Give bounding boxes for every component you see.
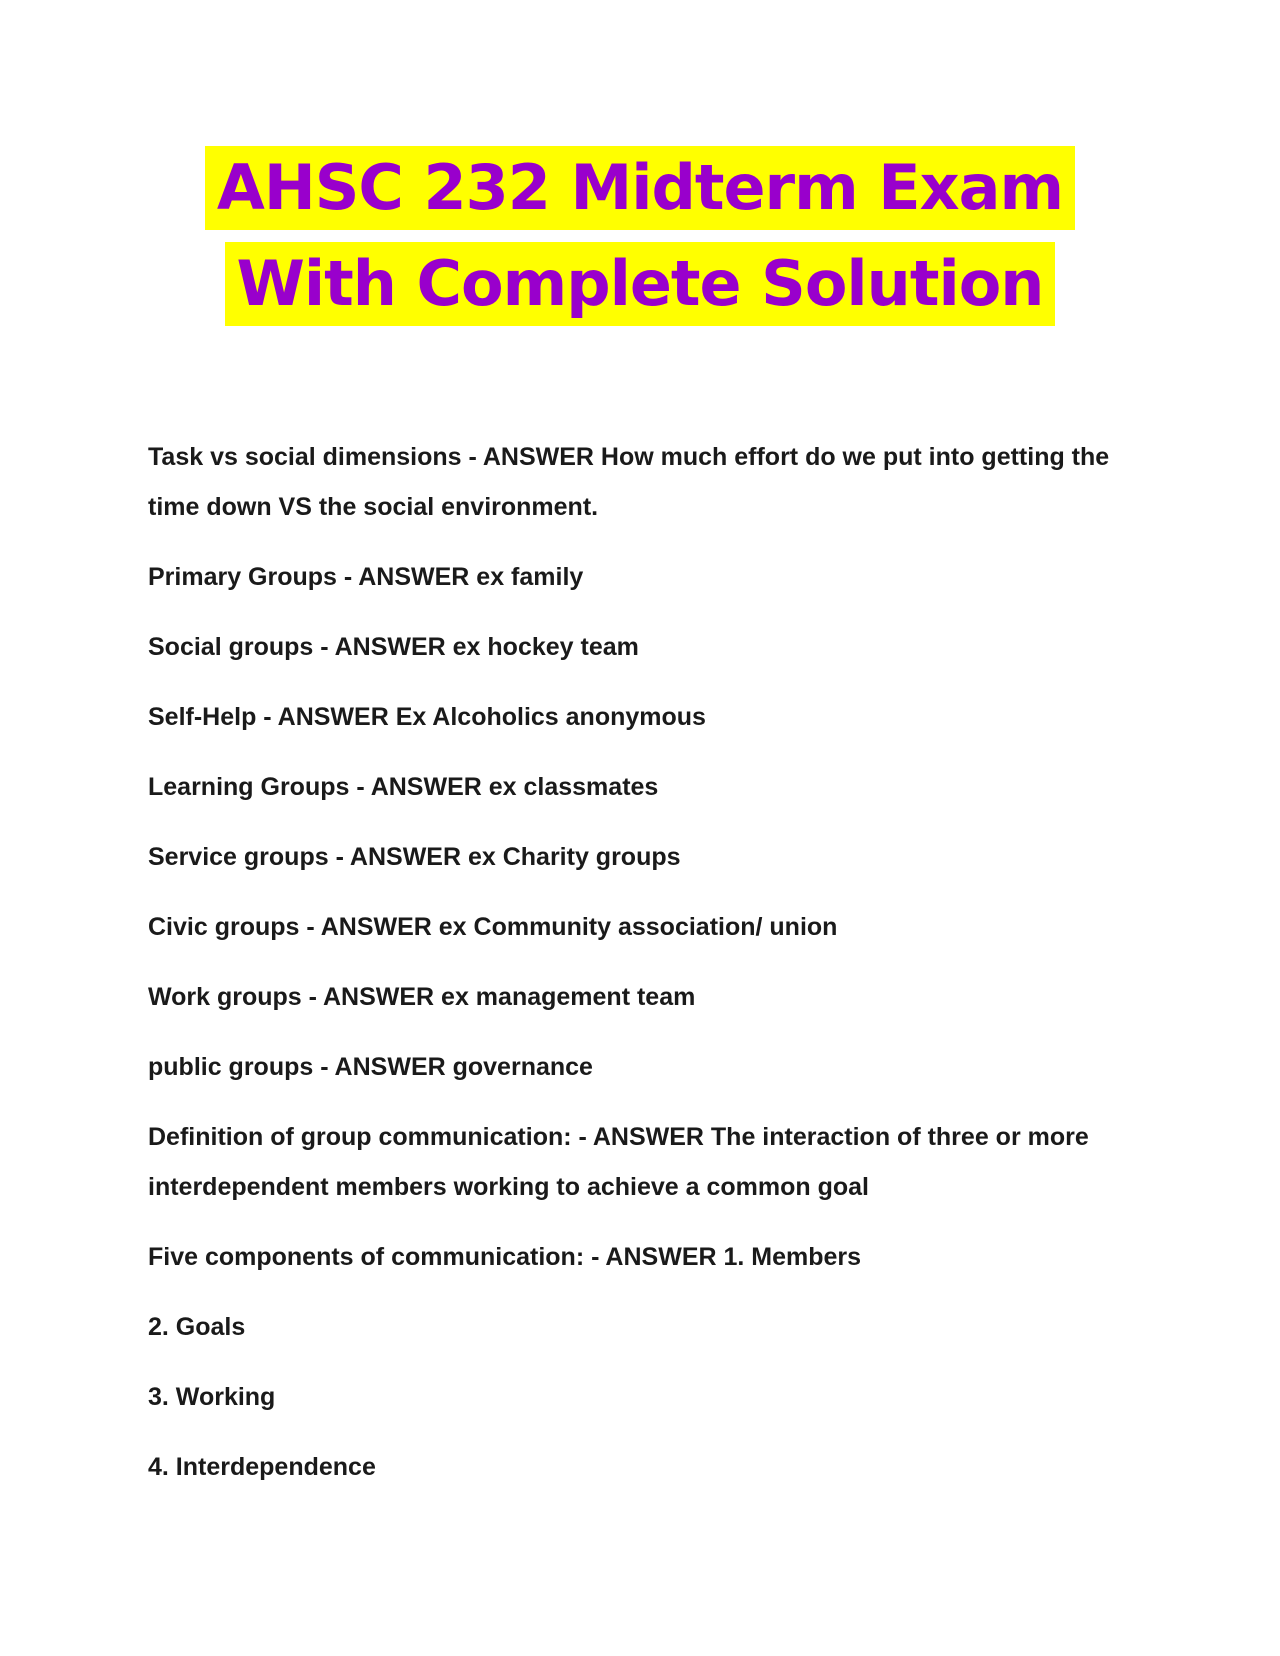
entry-primary-groups: Primary Groups - ANSWER ex family [148,563,584,591]
entry-definition-group-communication: Definition of group communication: - ANSWER The interaction of three or more interdependent members working to achieve a common goal [148,1123,1089,1201]
entry-five-components: Five components of communication: - ANSWER 1. Members [148,1243,862,1271]
entry-component-goals: 2. Goals [148,1313,246,1341]
entry-component-working: 3. Working [148,1383,276,1411]
entry-component-interdependence: 4. Interdependence [148,1453,376,1481]
title-line-2: With Complete Solution [225,242,1056,326]
document-title [0,146,1280,326]
entry-work-groups: Work groups - ANSWER ex management team [148,983,696,1011]
document-body [148,432,1138,1512]
entry-public-groups: public groups - ANSWER governance [148,1053,593,1081]
entry-social-groups: Social groups - ANSWER ex hockey team [148,633,639,661]
entry-learning-groups: Learning Groups - ANSWER ex classmates [148,773,659,801]
entry-self-help: Self-Help - ANSWER Ex Alcoholics anonymous [148,703,706,731]
entry-task-vs-social: Task vs social dimensions - ANSWER How much effort do we put into getting the time down VS the social environment. [148,443,1110,521]
entry-service-groups: Service groups - ANSWER ex Charity groups [148,843,681,871]
title-line-1: AHSC 232 Midterm Exam [205,146,1075,230]
entry-civic-groups: Civic groups - ANSWER ex Community association/ union [148,913,838,941]
